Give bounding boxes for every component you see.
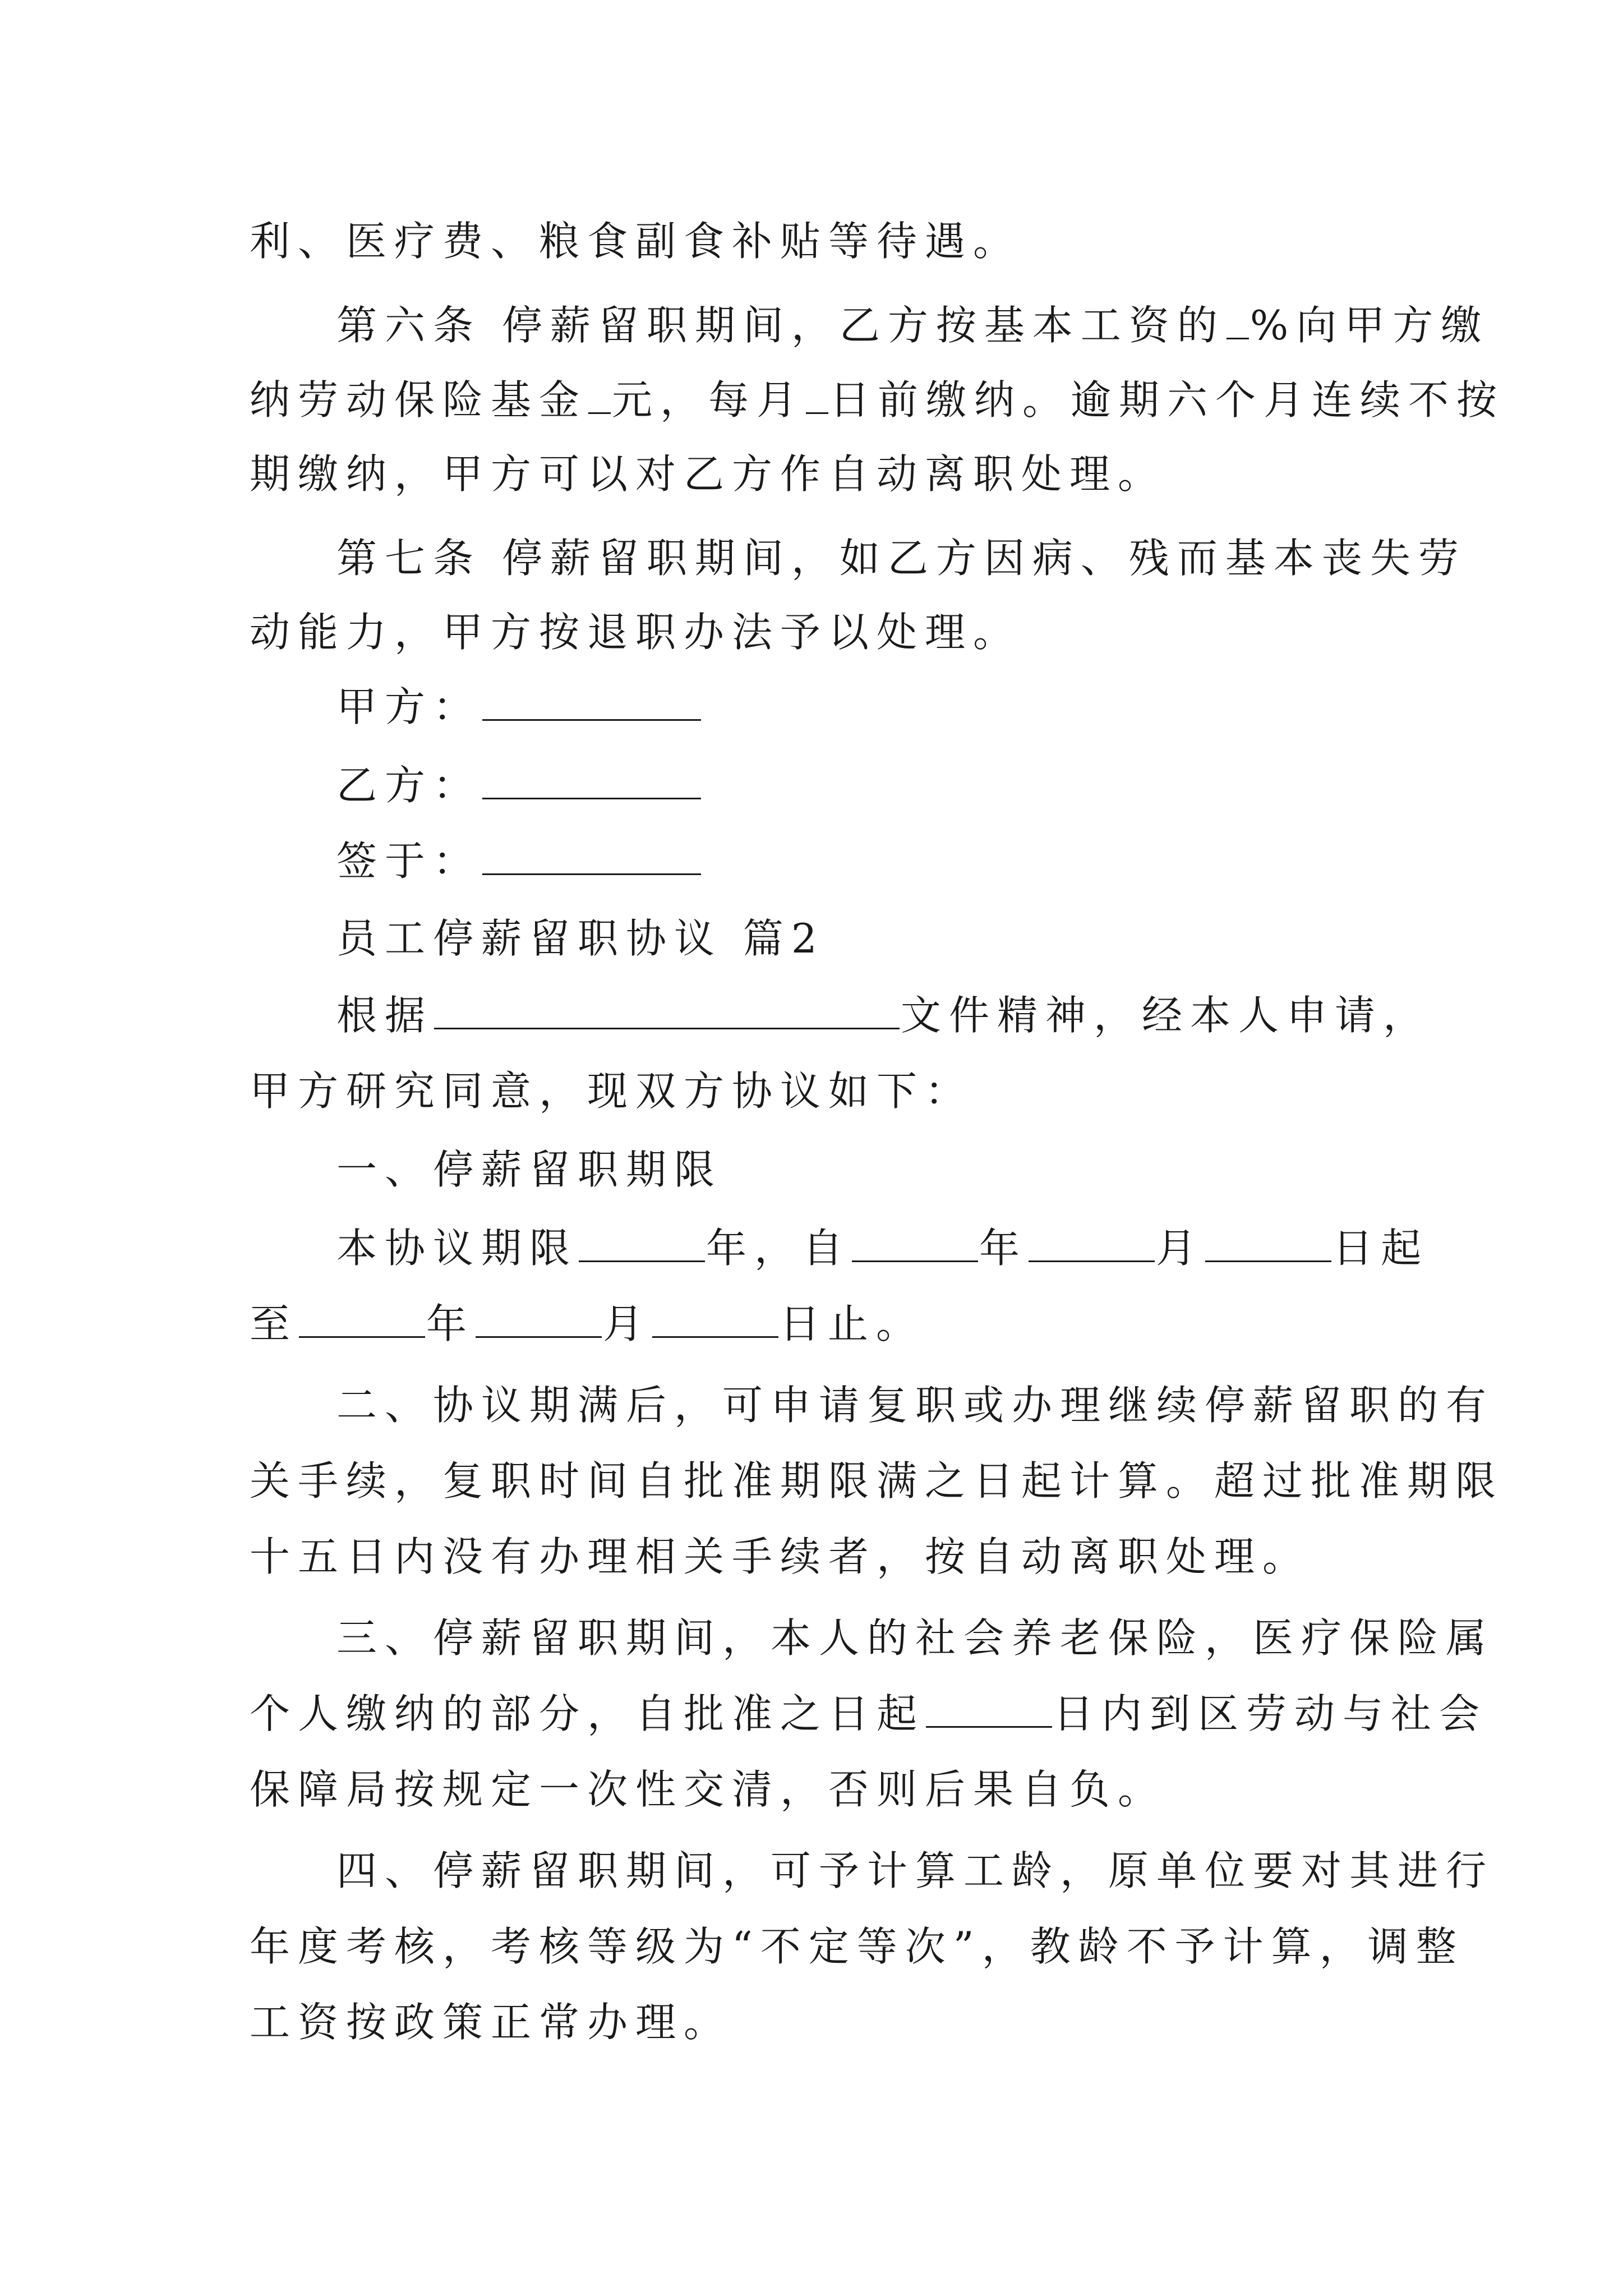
clause-3-line-1: 三、停薪留职期间，本人的社会养老保险，医疗保险属 — [336, 1614, 1495, 1662]
start-day-blank — [1205, 1229, 1331, 1262]
end-month-blank — [476, 1305, 602, 1338]
article-6-line-3: 期缴纳，甲方可以对乙方作自动离职处理。 — [250, 450, 1166, 498]
clause-2-line-1: 二、协议期满后，可申请复职或办理继续停薪留职的有 — [336, 1382, 1495, 1429]
clause-4-line-3: 工资按政策正常办理。 — [250, 1999, 732, 2046]
party-a-signature-line: 甲方： — [336, 665, 1394, 749]
document-name-blank — [434, 996, 900, 1029]
start-year-blank — [852, 1229, 978, 1262]
signed-at-blank — [482, 842, 701, 875]
section-title: 员工停薪留职协议 篇2 — [336, 915, 825, 962]
basis-line-2: 甲方研究同意，现双方协议如下： — [250, 1068, 974, 1115]
article-6-line-2: 纳劳动保险基金 元，每月 日前缴纳。逾期六个月连续不按 — [250, 376, 1505, 424]
start-month-blank — [1029, 1229, 1155, 1262]
day-blank — [806, 381, 828, 414]
clause-4-line-2: 年度考核，考核等级为“不定等次”，教龄不予计算，调整 — [250, 1923, 1464, 1970]
amount-blank — [588, 381, 611, 414]
term-line-2: 至 年 月 日止。 — [250, 1300, 925, 1347]
clause-4-line-1: 四、停薪留职期间，可予计算工龄，原单位要对其进行 — [336, 1847, 1495, 1894]
term-years-blank — [579, 1229, 705, 1262]
term-line-1: 本协议期限 年，自 年 月 日起 — [336, 1225, 1430, 1272]
party-b-signature-line: 乙方： — [336, 743, 1394, 827]
party-a-blank — [482, 688, 701, 721]
heading-term: 一、停薪留职期限 — [336, 1146, 723, 1193]
article-7-line-2: 动能力，甲方按退职办法予以处理。 — [250, 609, 1022, 656]
end-year-blank — [299, 1305, 425, 1338]
clause-2-line-3: 十五日内没有办理相关手续者，按自动离职处理。 — [250, 1533, 1311, 1580]
days-blank — [926, 1695, 1052, 1728]
signed-at-line: 签于： — [336, 819, 1394, 903]
percent-blank — [1227, 306, 1249, 339]
paragraph-line: 利、医疗费、粮食副食补贴等待遇。 — [250, 218, 1022, 265]
clause-2-line-2: 关手续，复职时间自批准期限满之日起计算。超过批准期限 — [250, 1457, 1504, 1504]
clause-3-line-2: 个人缴纳的部分，自批准之日起 日内到区劳动与社会 — [250, 1690, 1488, 1737]
party-b-blank — [482, 766, 701, 799]
article-7-line-1: 第七条 停薪留职期间，如乙方因病、残而基本丧失劳 — [336, 535, 1467, 582]
article-6-line-1: 第六条 停薪留职期间，乙方按基本工资的 %向甲方缴 — [336, 302, 1490, 349]
end-day-blank — [652, 1305, 778, 1338]
basis-line-1: 根据 文件精神，经本人申请， — [336, 992, 1432, 1039]
clause-3-line-3: 保障局按规定一次性交清，否则后果自负。 — [250, 1766, 1166, 1813]
